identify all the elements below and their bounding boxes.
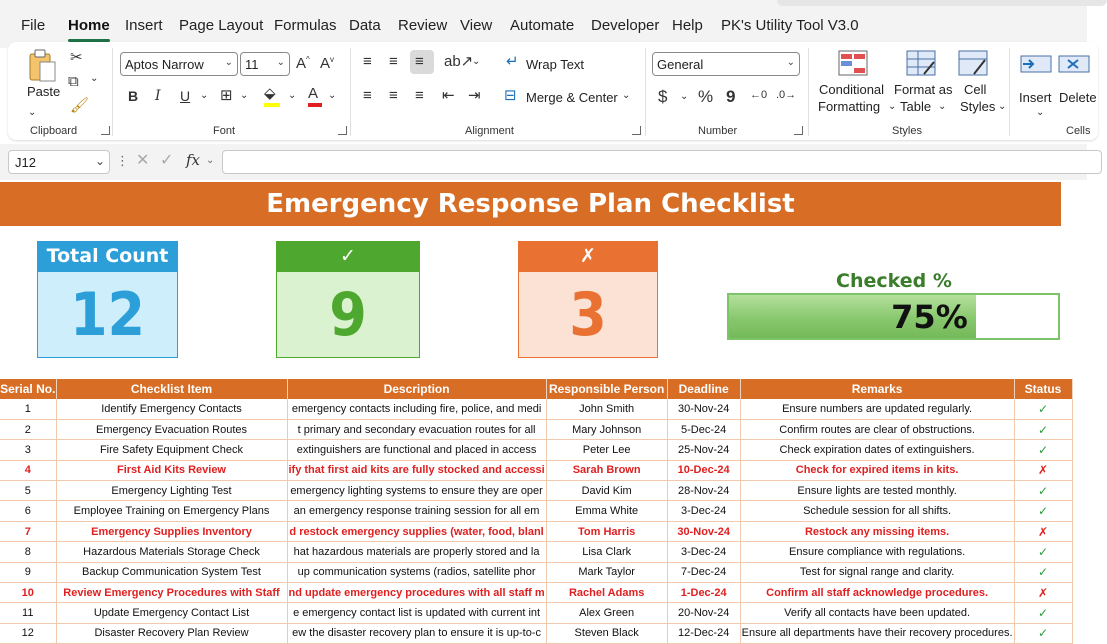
cell-status[interactable]: ✓ <box>1014 603 1072 623</box>
cell-deadline[interactable]: 1-Dec-24 <box>667 583 740 603</box>
cell-serial[interactable]: 4 <box>0 460 56 480</box>
cell-deadline[interactable]: 10-Dec-24 <box>667 460 740 480</box>
table-row[interactable] <box>0 542 1072 562</box>
cell-description[interactable]: d restock emergency supplies (water, food, blanl <box>287 521 546 541</box>
cell-remarks[interactable]: Ensure compliance with regulations. <box>740 542 1014 562</box>
cell-deadline[interactable]: 5-Dec-24 <box>667 419 740 439</box>
cell-remarks[interactable]: Confirm all staff acknowledge procedures. <box>740 583 1014 603</box>
kpi-total-card <box>37 241 178 358</box>
comma-button[interactable]: 9 <box>726 87 736 106</box>
cell-deadline[interactable]: 28-Nov-24 <box>667 481 740 501</box>
format-as-table-icon <box>906 50 936 78</box>
cell-person[interactable]: Emma White <box>546 501 667 521</box>
cell-serial[interactable]: 7 <box>0 521 56 541</box>
cell-serial[interactable]: 5 <box>0 481 56 501</box>
cut-icon[interactable]: ✂ <box>70 49 83 66</box>
cell-item[interactable]: Hazardous Materials Storage Check <box>56 542 287 562</box>
cell-item[interactable]: Update Emergency Contact List <box>56 603 287 623</box>
cell-status[interactable]: ✓ <box>1014 419 1072 439</box>
cell-description[interactable]: extinguishers are functional and placed in access <box>287 440 546 460</box>
cell-item[interactable]: Emergency Supplies Inventory <box>56 521 287 541</box>
cell-person[interactable]: Tom Harris <box>546 521 667 541</box>
align-center-icon[interactable]: ≡ <box>389 87 398 104</box>
more-options-icon[interactable]: ⋮ <box>116 153 129 168</box>
cell-status[interactable]: ✗ <box>1014 460 1072 480</box>
table-row[interactable] <box>0 521 1072 541</box>
wrap-text-button[interactable]: Wrap Text <box>526 57 585 72</box>
cell-serial[interactable]: 11 <box>0 603 56 623</box>
cell-status[interactable]: ✓ <box>1014 501 1072 521</box>
worksheet[interactable] <box>0 180 1087 642</box>
font-color-dropdown-icon[interactable]: ⌄ <box>328 90 337 101</box>
table-row[interactable] <box>0 562 1072 582</box>
cell-description[interactable]: ew the disaster recovery plan to ensure it is up-to-c <box>287 623 546 643</box>
increase-indent-icon[interactable]: ⇥ <box>468 87 481 104</box>
cell-remarks[interactable]: Ensure numbers are updated regularly. <box>740 399 1014 419</box>
percent-button[interactable]: % <box>698 87 714 106</box>
cell-status[interactable]: ✗ <box>1014 521 1072 541</box>
kpi-unchecked-value: 3 <box>518 272 658 358</box>
fill-color-icon[interactable]: ⬙ <box>264 86 276 101</box>
merge-center-button[interactable]: Merge & Center <box>526 90 618 105</box>
align-left-icon[interactable]: ≡ <box>363 87 372 104</box>
merge-center-icon[interactable]: ⊟ <box>504 87 517 104</box>
table-row[interactable] <box>0 399 1072 419</box>
table-row[interactable] <box>0 603 1072 623</box>
cell-deadline[interactable]: 12-Dec-24 <box>667 623 740 643</box>
cell-item[interactable]: Emergency Lighting Test <box>56 481 287 501</box>
cell-person[interactable]: Lisa Clark <box>546 542 667 562</box>
tab-pk-utility[interactable]: PK's Utility Tool V3.0 <box>721 17 859 34</box>
font-launcher-icon[interactable] <box>338 126 347 135</box>
cell-deadline[interactable]: 7-Dec-24 <box>667 562 740 582</box>
increase-font-icon[interactable]: A^ <box>296 55 310 72</box>
cell-person[interactable]: Alex Green <box>546 603 667 623</box>
checked-percent-bar <box>727 293 1060 340</box>
chevron-down-icon: ⌄ <box>998 101 1007 112</box>
italic-button[interactable]: I <box>155 88 161 104</box>
orientation-icon[interactable]: ab↗ <box>444 53 474 70</box>
cell-remarks[interactable]: Verify all contacts have been updated. <box>740 603 1014 623</box>
bold-button[interactable]: B <box>128 88 139 104</box>
cell-description[interactable]: an emergency response training session for all em <box>287 501 546 521</box>
function-dropdown-icon[interactable]: ⌄ <box>206 155 215 166</box>
fill-color-dropdown-icon[interactable]: ⌄ <box>288 90 297 101</box>
cell-serial[interactable]: 3 <box>0 440 56 460</box>
search-box[interactable] <box>777 0 1107 6</box>
tab-help[interactable]: Help <box>672 17 703 34</box>
borders-icon[interactable]: ⊞ <box>220 87 233 104</box>
cell-styles-icon <box>958 50 988 78</box>
cell-description[interactable]: emergency lighting systems to ensure they are oper <box>287 481 546 501</box>
tab-insert[interactable]: Insert <box>125 17 163 34</box>
col-header-item[interactable]: Checklist Item <box>56 379 287 399</box>
chevron-down-icon: ⌄ <box>786 57 795 68</box>
cell-person[interactable]: Rachel Adams <box>546 583 667 603</box>
kpi-total-label: Total Count <box>37 241 178 272</box>
table-row[interactable] <box>0 501 1072 521</box>
cell-description[interactable]: hat hazardous materials are properly stored and la <box>287 542 546 562</box>
kpi-total-value: 12 <box>37 272 178 358</box>
cell-remarks[interactable]: Check expiration dates of extinguishers. <box>740 440 1014 460</box>
align-bottom-button[interactable] <box>410 50 434 74</box>
font-color-icon[interactable]: A <box>308 86 318 101</box>
cell-status[interactable]: ✓ <box>1014 562 1072 582</box>
cell-item[interactable]: Identify Emergency Contacts <box>56 399 287 419</box>
cancel-icon[interactable]: ✕ <box>136 152 150 169</box>
tab-formulas[interactable]: Formulas <box>274 17 337 34</box>
decrease-font-icon[interactable]: $A^v$ <box>320 55 335 72</box>
cell-serial[interactable]: 2 <box>0 419 56 439</box>
tab-review[interactable]: Review <box>398 17 448 34</box>
currency-dropdown-icon[interactable]: ⌄ <box>680 91 689 102</box>
table-row[interactable] <box>0 460 1072 480</box>
cell-item[interactable]: Fire Safety Equipment Check <box>56 440 287 460</box>
cell-person[interactable]: Peter Lee <box>546 440 667 460</box>
cell-serial[interactable]: 9 <box>0 562 56 582</box>
chevron-down-icon: ⌄ <box>94 154 105 168</box>
cell-deadline[interactable]: 3-Dec-24 <box>667 542 740 562</box>
cell-styles-button[interactable]: Cell Styles ⌄ <box>954 48 1006 118</box>
delete-cells-icon <box>1058 52 1090 78</box>
cell-item[interactable]: Disaster Recovery Plan Review <box>56 623 287 643</box>
tab-automate[interactable]: Automate <box>510 17 575 34</box>
formula-input[interactable] <box>222 150 1102 174</box>
underline-button[interactable]: U <box>180 88 191 104</box>
cell-item[interactable]: First Aid Kits Review <box>56 460 287 480</box>
cell-remarks[interactable]: Ensure lights are tested monthly. <box>740 481 1014 501</box>
table-header-row <box>0 379 1072 399</box>
cell-description[interactable]: up communication systems (radios, satellite phor <box>287 562 546 582</box>
cell-serial[interactable]: 12 <box>0 623 56 643</box>
chevron-down-icon: ⌄ <box>938 101 947 112</box>
table-row[interactable] <box>0 623 1072 643</box>
cell-remarks[interactable]: Restock any missing items. <box>740 521 1014 541</box>
clipboard-launcher-icon[interactable] <box>101 126 110 135</box>
chevron-down-icon: ⌄ <box>224 57 233 68</box>
cell-remarks[interactable]: Ensure all departments have their recovery procedures. <box>740 623 1014 643</box>
cell-person[interactable]: Sarah Brown <box>546 460 667 480</box>
tab-home[interactable]: Home <box>68 17 110 34</box>
cell-person[interactable]: Steven Black <box>546 623 667 643</box>
tab-page-layout[interactable]: Page Layout <box>179 17 264 34</box>
cell-deadline[interactable]: 25-Nov-24 <box>667 440 740 460</box>
decrease-indent-icon[interactable]: ⇤ <box>442 87 455 104</box>
currency-button[interactable]: $ <box>658 87 668 106</box>
col-header-serial[interactable]: Serial No. <box>0 379 56 399</box>
menu-bar <box>0 0 1087 48</box>
kpi-checked-card <box>276 241 420 358</box>
copy-icon[interactable]: ⧉ <box>68 73 79 90</box>
decrease-decimal-icon[interactable]: .0→ <box>776 89 797 101</box>
cell-description[interactable]: ify that first aid kits are fully stocked and accessi <box>287 460 546 480</box>
insert-cells-icon <box>1020 52 1052 78</box>
cell-description[interactable]: emergency contacts including fire, police, and medi <box>287 399 546 419</box>
wrap-text-icon[interactable]: ↵ <box>506 53 519 70</box>
col-header-status[interactable]: Status <box>1014 379 1072 399</box>
col-header-deadline[interactable]: Deadline <box>667 379 740 399</box>
number-launcher-icon[interactable] <box>794 126 803 135</box>
table-row[interactable] <box>0 583 1072 603</box>
cell-person[interactable]: David Kim <box>546 481 667 501</box>
table-row[interactable] <box>0 419 1072 439</box>
cell-deadline[interactable]: 3-Dec-24 <box>667 501 740 521</box>
font-size-combo[interactable]: 11 ⌄ <box>240 52 290 76</box>
sheet-title: Emergency Response Plan Checklist <box>0 182 1061 226</box>
borders-dropdown-icon[interactable]: ⌄ <box>240 90 249 101</box>
cell-status[interactable]: ✓ <box>1014 542 1072 562</box>
conditional-formatting-button[interactable]: Conditional Formatting ⌄ <box>818 48 890 118</box>
cell-status[interactable]: ✓ <box>1014 623 1072 643</box>
chevron-down-icon: ⌄ <box>888 101 897 112</box>
cell-remarks[interactable]: Schedule session for all shifts. <box>740 501 1014 521</box>
cell-remarks[interactable]: Confirm routes are clear of obstructions. <box>740 419 1014 439</box>
align-top-icon[interactable]: ≡ <box>363 53 372 70</box>
cell-serial[interactable]: 8 <box>0 542 56 562</box>
kpi-unchecked-card <box>518 241 658 358</box>
kpi-checked-value: 9 <box>276 272 420 358</box>
alignment-launcher-icon[interactable] <box>632 126 641 135</box>
cell-status[interactable]: ✓ <box>1014 481 1072 501</box>
paste-icon <box>26 48 58 84</box>
cell-description[interactable]: e emergency contact list is updated with current int <box>287 603 546 623</box>
cell-item[interactable]: Emergency Evacuation Routes <box>56 419 287 439</box>
chevron-down-icon: ⌄ <box>276 57 285 68</box>
cell-status[interactable]: ✓ <box>1014 440 1072 460</box>
cell-status[interactable]: ✓ <box>1014 399 1072 419</box>
cell-description[interactable]: nd update emergency procedures with all staff m <box>287 583 546 603</box>
col-header-person[interactable]: Responsible Person <box>546 379 667 399</box>
cell-status[interactable]: ✗ <box>1014 583 1072 603</box>
cell-serial[interactable]: 1 <box>0 399 56 419</box>
tab-data[interactable]: Data <box>349 17 381 34</box>
increase-decimal-icon[interactable]: ←0 <box>750 89 768 101</box>
insert-function-button[interactable]: fx <box>186 151 201 169</box>
name-box[interactable]: J12 ⌄ <box>8 150 110 174</box>
number-format-combo[interactable]: General ⌄ <box>652 52 800 76</box>
kpi-unchecked-label: ✗ <box>518 241 658 272</box>
copy-dropdown-icon[interactable]: ⌄ <box>90 73 99 84</box>
cell-item[interactable]: Employee Training on Emergency Plans <box>56 501 287 521</box>
orientation-dropdown-icon[interactable]: ⌄ <box>472 56 481 67</box>
ribbon: Paste ⌄ ✂ ⧉ ⌄ 🖌 Clipboard Aptos Narrow ⌄ 11 ⌄ A^ $A^v$ B I U ⌄ ⊞ ⌄ ⬙ ⌄ A ⌄ Font ≡ ≡ ≡ ab↗ ⌄ ≡ ≡ ≡ ⇤ ⇥ ↵ Wrap Text ⊟ Merge & Center ⌄ Alignment General ⌄ $ ⌄ % 9 ←0 .0→ Number Conditional Formatting ⌄ Format as Table ⌄ Cell Styles ⌄ Styles Insert ⌄ Delete Cells <box>8 42 1098 140</box>
insert-cells-button[interactable]: Insert ⌄ <box>1016 48 1056 118</box>
paste-button[interactable]: Paste <box>26 48 58 100</box>
cell-item[interactable]: Backup Communication System Test <box>56 562 287 582</box>
format-painter-icon[interactable]: 🖌 <box>70 97 90 114</box>
formula-bar <box>0 144 1087 180</box>
kpi-checked-label: ✓ <box>276 241 420 272</box>
cell-serial[interactable]: 6 <box>0 501 56 521</box>
cell-item[interactable]: Review Emergency Procedures with Staff <box>56 583 287 603</box>
cell-serial[interactable]: 10 <box>0 583 56 603</box>
checked-percent-value: 75% <box>891 298 968 336</box>
align-bottom-icon: ≡ <box>415 53 424 70</box>
delete-cells-button[interactable]: Delete <box>1058 48 1098 118</box>
conditional-formatting-icon <box>838 50 868 78</box>
checked-percent-label: Checked % <box>836 270 952 292</box>
col-header-description[interactable]: Description <box>287 379 546 399</box>
tab-file[interactable]: File <box>21 17 46 34</box>
cell-person[interactable]: John Smith <box>546 399 667 419</box>
cell-deadline[interactable]: 30-Nov-24 <box>667 399 740 419</box>
cell-person[interactable]: Mary Johnson <box>546 419 667 439</box>
enter-icon[interactable]: ✓ <box>160 152 174 169</box>
align-middle-icon[interactable]: ≡ <box>389 53 398 70</box>
cell-deadline[interactable]: 30-Nov-24 <box>667 521 740 541</box>
paste-dropdown-icon[interactable]: ⌄ <box>28 107 37 118</box>
chevron-down-icon: ⌄ <box>1036 107 1045 118</box>
col-header-remarks[interactable]: Remarks <box>740 379 1014 399</box>
underline-dropdown-icon[interactable]: ⌄ <box>200 90 209 101</box>
tab-view[interactable]: View <box>460 17 493 34</box>
checklist-table <box>0 379 1073 644</box>
merge-dropdown-icon[interactable]: ⌄ <box>622 90 631 101</box>
table-row[interactable] <box>0 481 1072 501</box>
table-row[interactable] <box>0 440 1072 460</box>
format-as-table-button[interactable]: Format as Table ⌄ <box>892 48 952 118</box>
cell-description[interactable]: t primary and secondary evacuation routes for all <box>287 419 546 439</box>
tab-developer[interactable]: Developer <box>591 17 660 34</box>
cell-remarks[interactable]: Test for signal range and clarity. <box>740 562 1014 582</box>
font-name-combo[interactable]: Aptos Narrow ⌄ <box>120 52 238 76</box>
align-right-icon[interactable]: ≡ <box>415 87 424 104</box>
cell-deadline[interactable]: 20-Nov-24 <box>667 603 740 623</box>
cell-remarks[interactable]: Check for expired items in kits. <box>740 460 1014 480</box>
cell-person[interactable]: Mark Taylor <box>546 562 667 582</box>
